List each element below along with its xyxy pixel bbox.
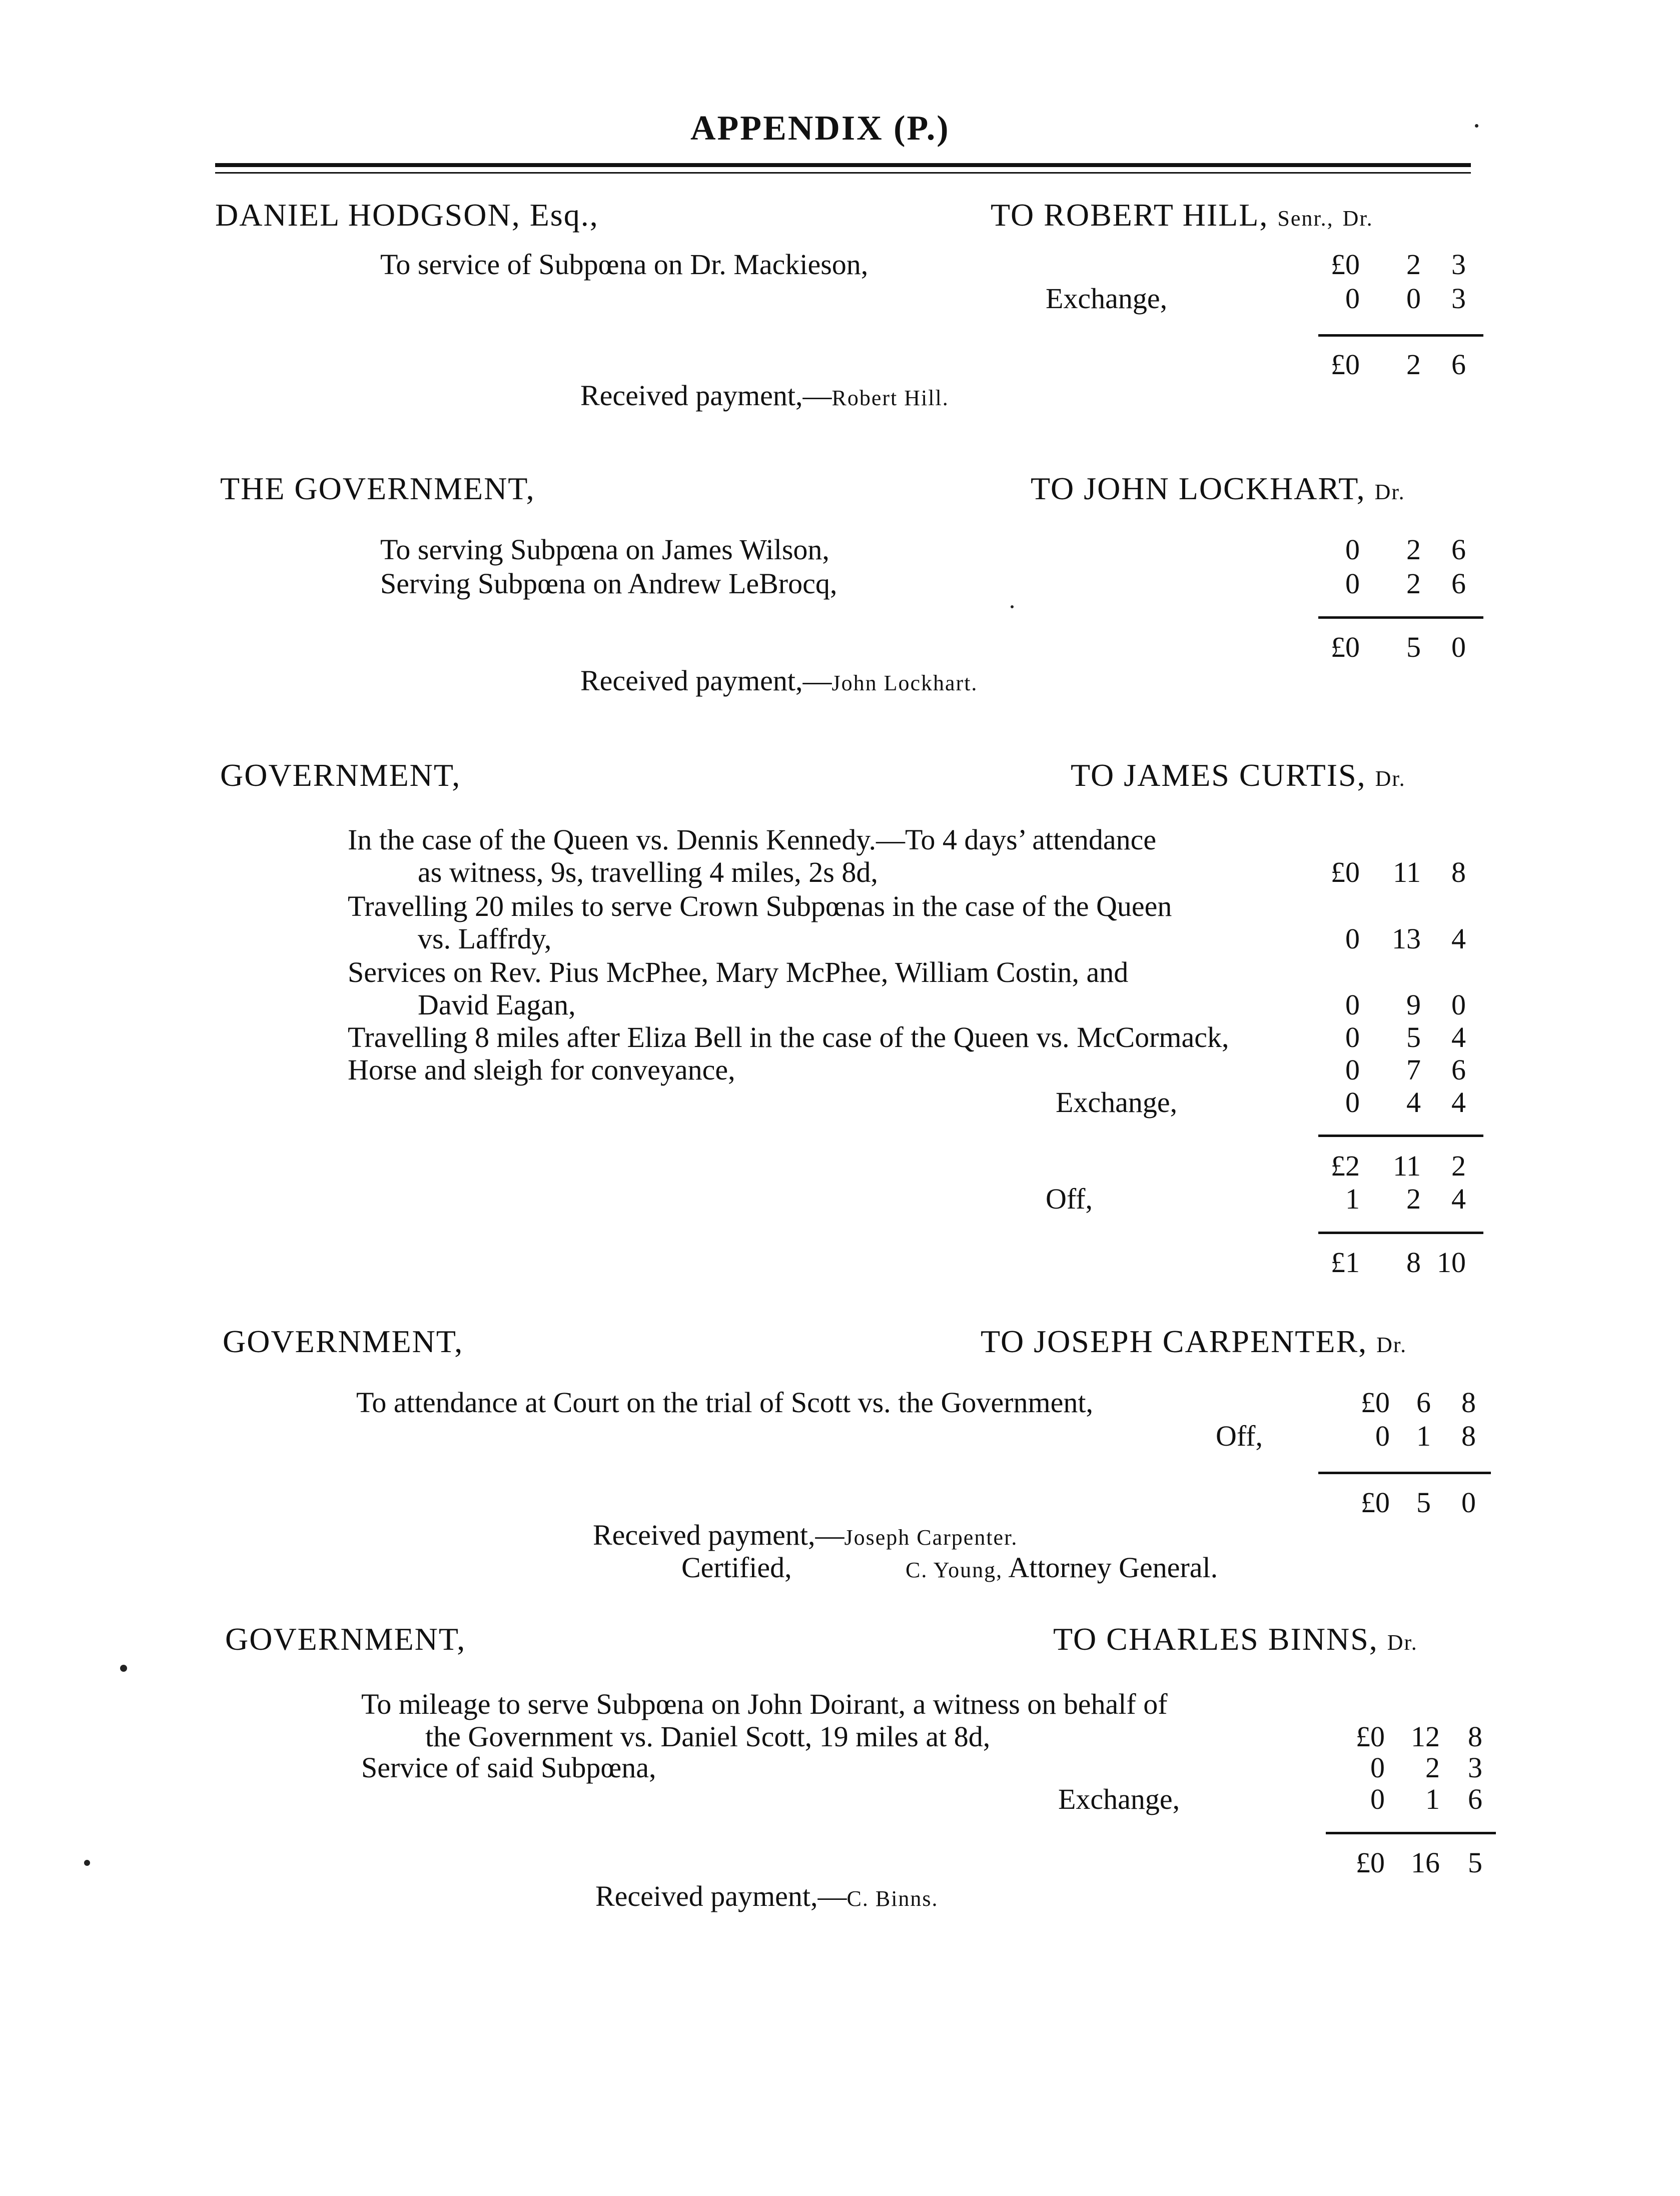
line-item-text-cont: the Government vs. Daniel Scott, 19 miles at 8d,	[425, 1720, 991, 1753]
receipt-line: Received payment,—John Lockhart.	[580, 664, 978, 697]
creditor-name: TO JAMES CURTIS, Dr.	[1071, 757, 1406, 793]
receipt-line: Received payment,—Robert Hill.	[580, 379, 949, 412]
title-rule-thin	[215, 172, 1471, 174]
scan-speck	[1475, 124, 1478, 128]
exchange-label: Exchange,	[1058, 1783, 1180, 1815]
debtor-name: DANIEL HODGSON, Esq.,	[215, 197, 599, 233]
line-item-text: Service of said Subpœna,	[361, 1751, 656, 1784]
line-item-text: To attendance at Court on the trial of Scott vs. the Government,	[356, 1386, 1093, 1419]
line-item-text-cont: David Eagan,	[418, 988, 576, 1021]
total-rule	[1318, 1472, 1491, 1474]
scan-speck	[120, 1665, 127, 1672]
line-item-text: To mileage to serve Subpœna on John Doirant, a witness on behalf of	[361, 1688, 1168, 1720]
subtotal-rule	[1318, 1135, 1483, 1137]
off-label: Off,	[1216, 1420, 1263, 1452]
certified-label: Certified,	[681, 1551, 792, 1584]
creditor-name: TO JOSEPH CARPENTER, Dr.	[981, 1324, 1407, 1359]
line-item-text: Travelling 20 miles to serve Crown Subpœnas in the case of the Queen	[348, 890, 1172, 922]
debtor-name: GOVERNMENT,	[223, 1324, 464, 1359]
off-label: Off,	[1046, 1183, 1093, 1215]
creditor-name: TO JOHN LOCKHART, Dr.	[1031, 471, 1405, 506]
line-item-text: Services on Rev. Pius McPhee, Mary McPhee, William Costin, and	[348, 956, 1129, 988]
line-item-text: Horse and sleigh for conveyance,	[348, 1053, 735, 1086]
line-item-text: In the case of the Queen vs. Dennis Kennedy.—To 4 days’ attendance	[348, 823, 1157, 856]
total-rule	[1318, 616, 1483, 619]
exchange-label: Exchange,	[1056, 1086, 1178, 1119]
line-item-text: Travelling 8 miles after Eliza Bell in the case of the Queen vs. McCormack,	[348, 1021, 1229, 1053]
receipt-line: Received payment,—C. Binns.	[595, 1880, 939, 1912]
creditor-name: TO CHARLES BINNS, Dr.	[1053, 1621, 1418, 1657]
certified-signature: C. Young, Attorney General.	[906, 1551, 1218, 1584]
line-item-text: To serving Subpœna on James Wilson,	[380, 533, 829, 566]
line-item-text-cont: vs. Laffrdy,	[418, 922, 552, 955]
line-item-text-cont: as witness, 9s, travelling 4 miles, 2s 8d,	[418, 856, 878, 888]
title-rule-thick	[215, 163, 1471, 167]
exchange-label: Exchange,	[1046, 282, 1168, 315]
debtor-name: GOVERNMENT,	[220, 757, 461, 793]
total-rule	[1326, 1832, 1496, 1834]
total-rule	[1318, 1232, 1483, 1234]
debtor-name: GOVERNMENT,	[225, 1621, 466, 1657]
creditor-name: TO ROBERT HILL, Senr., Dr.	[991, 197, 1373, 233]
debtor-name: THE GOVERNMENT,	[220, 471, 535, 506]
total-rule	[1318, 334, 1483, 337]
receipt-line: Received payment,—Joseph Carpenter.	[593, 1519, 1018, 1551]
scan-speck	[84, 1860, 90, 1866]
line-item-text: Serving Subpœna on Andrew LeBrocq,	[380, 567, 837, 600]
scan-speck	[1011, 605, 1014, 608]
line-item-text: To service of Subpœna on Dr. Mackieson,	[380, 248, 869, 281]
page-title: APPENDIX (P.)	[690, 109, 950, 148]
